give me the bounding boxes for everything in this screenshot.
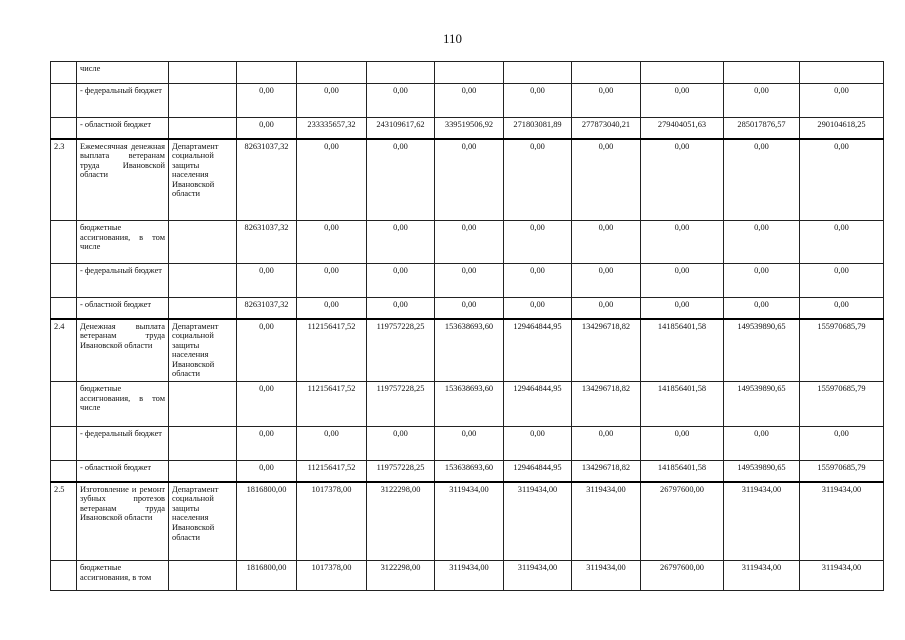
value-cell: 0,00 [297, 139, 367, 221]
value-cell: 0,00 [572, 139, 641, 221]
value-cell: 0,00 [237, 461, 297, 482]
value-cell: 134296718,82 [572, 461, 641, 482]
value-cell: 0,00 [504, 139, 572, 221]
value-cell: 0,00 [367, 427, 435, 461]
table-row [51, 461, 884, 482]
value-cell: 141856401,58 [641, 382, 724, 427]
value-cell: 0,00 [800, 298, 884, 319]
value-cell [572, 62, 641, 84]
value-cell: 0,00 [800, 427, 884, 461]
value-cell: 0,00 [641, 84, 724, 118]
value-cell: 0,00 [297, 427, 367, 461]
description-cell: Ежемесячная денежная выплата ветеранам труда Ивановской области [77, 139, 169, 221]
value-cell: 0,00 [724, 139, 800, 221]
value-cell: 339519506,92 [435, 118, 504, 139]
row-index-cell [51, 461, 77, 482]
value-cell: 153638693,60 [435, 319, 504, 382]
value-cell: 0,00 [297, 264, 367, 298]
value-cell: 149539890,65 [724, 382, 800, 427]
value-cell: 0,00 [435, 298, 504, 319]
value-cell: 26797600,00 [641, 561, 724, 591]
value-cell: 129464844,95 [504, 382, 572, 427]
value-cell: 26797600,00 [641, 482, 724, 561]
value-cell: 153638693,60 [435, 461, 504, 482]
description-cell: бюджетные ассигнования, в том [77, 561, 169, 591]
value-cell: 3122298,00 [367, 482, 435, 561]
table-row [51, 382, 884, 427]
value-cell: 0,00 [572, 221, 641, 264]
row-index-cell [51, 84, 77, 118]
description-cell: Изготовление и ремонт зубных протезов ветеранам труда Ивановской области [77, 482, 169, 561]
value-cell: 243109617,62 [367, 118, 435, 139]
value-cell: 0,00 [237, 382, 297, 427]
executor-cell [169, 62, 237, 84]
value-cell: 0,00 [367, 298, 435, 319]
value-cell: 0,00 [641, 139, 724, 221]
value-cell: 149539890,65 [724, 461, 800, 482]
value-cell: 0,00 [367, 139, 435, 221]
value-cell: 0,00 [641, 264, 724, 298]
description-cell: - областной бюджет [77, 118, 169, 139]
table-row [51, 427, 884, 461]
table-row [51, 118, 884, 139]
value-cell: 141856401,58 [641, 461, 724, 482]
description-cell: числе [77, 62, 169, 84]
value-cell [724, 62, 800, 84]
table-row [51, 84, 884, 118]
value-cell: 0,00 [435, 139, 504, 221]
table-row [51, 264, 884, 298]
value-cell: 0,00 [237, 264, 297, 298]
row-index-cell [51, 221, 77, 264]
value-cell: 0,00 [724, 298, 800, 319]
table-row [51, 298, 884, 319]
value-cell: 0,00 [367, 84, 435, 118]
executor-cell: Департамент социальной защиты населения Ивановской области [169, 139, 237, 221]
description-cell: - федеральный бюджет [77, 264, 169, 298]
executor-cell: Департамент социальной защиты населения Ивановской области [169, 319, 237, 382]
row-index-cell [51, 561, 77, 591]
value-cell: 0,00 [297, 84, 367, 118]
table-row [51, 139, 884, 221]
value-cell: 1017378,00 [297, 482, 367, 561]
value-cell: 155970685,79 [800, 382, 884, 427]
value-cell: 0,00 [435, 84, 504, 118]
value-cell: 82631037,32 [237, 139, 297, 221]
value-cell: 0,00 [435, 221, 504, 264]
value-cell [367, 62, 435, 84]
value-cell: 0,00 [367, 221, 435, 264]
value-cell [800, 62, 884, 84]
value-cell [237, 62, 297, 84]
description-cell: - областной бюджет [77, 461, 169, 482]
value-cell: 134296718,82 [572, 319, 641, 382]
value-cell: 134296718,82 [572, 382, 641, 427]
table-row [51, 561, 884, 591]
value-cell: 155970685,79 [800, 461, 884, 482]
value-cell: 0,00 [504, 427, 572, 461]
value-cell: 3119434,00 [435, 482, 504, 561]
value-cell: 1816800,00 [237, 561, 297, 591]
value-cell: 0,00 [800, 84, 884, 118]
value-cell: 3119434,00 [435, 561, 504, 591]
value-cell: 0,00 [435, 427, 504, 461]
value-cell [504, 62, 572, 84]
description-cell: - федеральный бюджет [77, 427, 169, 461]
value-cell: 0,00 [297, 221, 367, 264]
value-cell: 0,00 [504, 84, 572, 118]
value-cell: 112156417,52 [297, 319, 367, 382]
description-cell: бюджетные ассигнования, в том числе [77, 221, 169, 264]
value-cell: 149539890,65 [724, 319, 800, 382]
value-cell: 119757228,25 [367, 382, 435, 427]
value-cell: 0,00 [237, 427, 297, 461]
row-index-cell [51, 427, 77, 461]
table-row [51, 482, 884, 561]
value-cell: 0,00 [800, 221, 884, 264]
value-cell: 141856401,58 [641, 319, 724, 382]
description-cell: Денежная выплата ветеранам труда Ивановской области [77, 319, 169, 382]
value-cell: 112156417,52 [297, 461, 367, 482]
executor-cell [169, 264, 237, 298]
value-cell: 82631037,32 [237, 221, 297, 264]
value-cell: 0,00 [367, 264, 435, 298]
value-cell: 0,00 [800, 139, 884, 221]
value-cell: 0,00 [724, 427, 800, 461]
budget-table [50, 61, 884, 591]
value-cell: 0,00 [724, 264, 800, 298]
value-cell [641, 62, 724, 84]
row-index-cell [51, 118, 77, 139]
value-cell: 271803081,89 [504, 118, 572, 139]
value-cell: 1816800,00 [237, 482, 297, 561]
value-cell: 153638693,60 [435, 382, 504, 427]
value-cell: 0,00 [641, 298, 724, 319]
row-index-cell [51, 382, 77, 427]
value-cell: 82631037,32 [237, 298, 297, 319]
value-cell: 0,00 [504, 221, 572, 264]
value-cell [435, 62, 504, 84]
value-cell: 0,00 [724, 84, 800, 118]
value-cell: 0,00 [641, 221, 724, 264]
value-cell: 290104618,25 [800, 118, 884, 139]
value-cell: 0,00 [435, 264, 504, 298]
value-cell: 0,00 [504, 298, 572, 319]
value-cell: 3119434,00 [504, 561, 572, 591]
value-cell: 119757228,25 [367, 319, 435, 382]
value-cell: 0,00 [237, 118, 297, 139]
value-cell: 3119434,00 [724, 561, 800, 591]
executor-cell [169, 84, 237, 118]
row-index-cell [51, 298, 77, 319]
value-cell: 0,00 [297, 298, 367, 319]
row-index-cell [51, 62, 77, 84]
description-cell: - областной бюджет [77, 298, 169, 319]
value-cell: 3119434,00 [800, 482, 884, 561]
value-cell: 233335657,32 [297, 118, 367, 139]
executor-cell [169, 427, 237, 461]
value-cell: 112156417,52 [297, 382, 367, 427]
value-cell: 0,00 [572, 264, 641, 298]
value-cell: 0,00 [800, 264, 884, 298]
value-cell: 277873040,21 [572, 118, 641, 139]
value-cell: 0,00 [641, 427, 724, 461]
executor-cell: Департамент социальной защиты населения Ивановской области [169, 482, 237, 561]
value-cell: 0,00 [724, 221, 800, 264]
value-cell: 279404051,63 [641, 118, 724, 139]
page-number: 110 [442, 31, 463, 46]
value-cell: 0,00 [504, 264, 572, 298]
value-cell: 1017378,00 [297, 561, 367, 591]
row-index-cell [51, 264, 77, 298]
value-cell: 3122298,00 [367, 561, 435, 591]
value-cell [297, 62, 367, 84]
executor-cell [169, 382, 237, 427]
executor-cell [169, 118, 237, 139]
value-cell: 129464844,95 [504, 461, 572, 482]
table-row [51, 319, 884, 382]
value-cell: 3119434,00 [504, 482, 572, 561]
value-cell: 285017876,57 [724, 118, 800, 139]
executor-cell [169, 221, 237, 264]
value-cell: 3119434,00 [572, 561, 641, 591]
row-index-cell: 2.3 [51, 139, 77, 221]
executor-cell [169, 298, 237, 319]
value-cell: 0,00 [572, 298, 641, 319]
value-cell: 3119434,00 [800, 561, 884, 591]
value-cell: 0,00 [237, 84, 297, 118]
value-cell: 155970685,79 [800, 319, 884, 382]
value-cell: 129464844,95 [504, 319, 572, 382]
table-row [51, 62, 884, 84]
value-cell: 3119434,00 [724, 482, 800, 561]
row-index-cell: 2.4 [51, 319, 77, 382]
row-index-cell: 2.5 [51, 482, 77, 561]
value-cell: 119757228,25 [367, 461, 435, 482]
value-cell: 0,00 [237, 319, 297, 382]
description-cell: - федеральный бюджет [77, 84, 169, 118]
executor-cell [169, 561, 237, 591]
value-cell: 0,00 [572, 84, 641, 118]
executor-cell [169, 461, 237, 482]
value-cell: 0,00 [572, 427, 641, 461]
description-cell: бюджетные ассигнования, в том числе [77, 382, 169, 427]
value-cell: 3119434,00 [572, 482, 641, 561]
table-row [51, 221, 884, 264]
